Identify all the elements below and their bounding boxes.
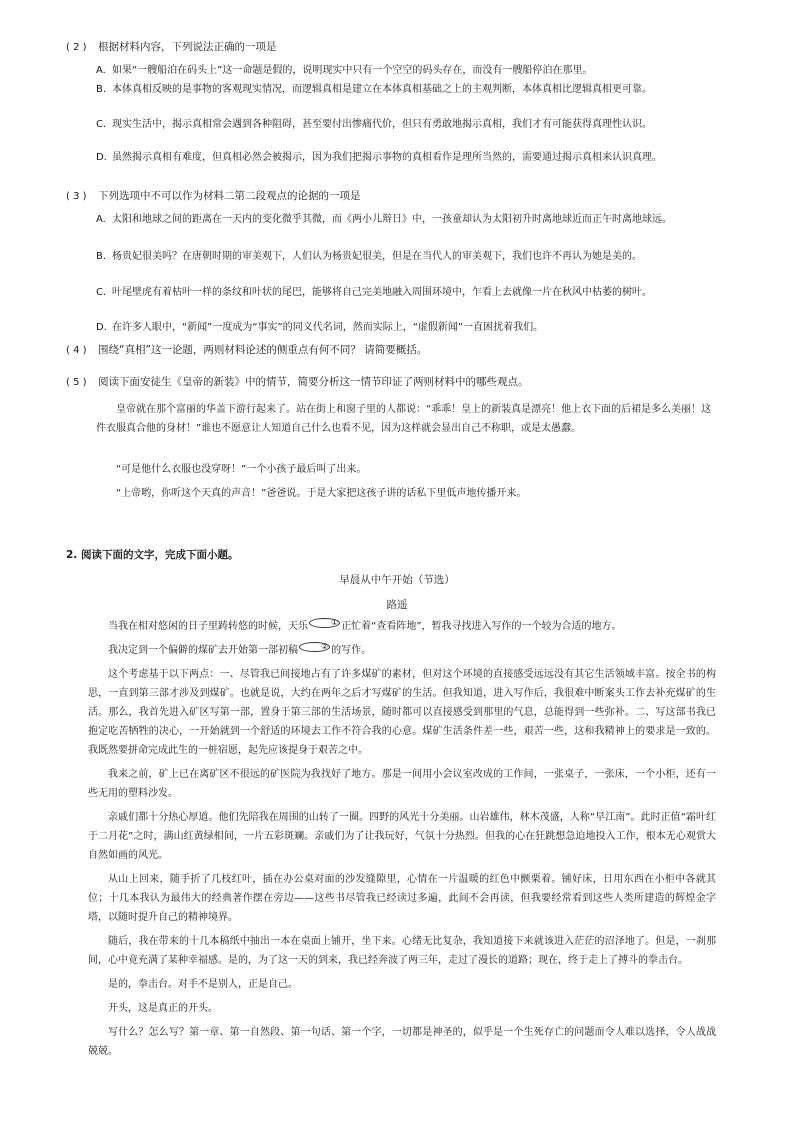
passage-paragraph: 从山上回来，随手折了几枝红叶，插在办公桌对面的沙发缝隙里，心情在一片温暖的红色中颤栗着。铺好床，日用东西在小柜中各就其位；十几本我认为最伟大的经典著作摆在旁边——这些书尽管我已经读过多遍，此间不会再读，但我要经常看到这些人类所建造的辉煌金字塔，以随时提升自己的精神境界。 xyxy=(88,874,716,923)
option-text: 在许多人眼中，“新闻”一度成为“事实”的同义代名词，然而实际上，“虚假新闻”一直困扰着我们。 xyxy=(112,322,544,333)
excerpt-paragraph: “可是他什么衣服也没穿呀！”一个小孩子最后叫了出来。 xyxy=(116,464,367,475)
option-d[interactable] xyxy=(96,320,716,336)
question-number: ( 4 ) xyxy=(66,345,87,356)
option-letter: A. xyxy=(96,214,106,225)
option-letter: D. xyxy=(96,152,107,163)
option-letter: C. xyxy=(96,119,107,130)
passage-paragraph: 随后，我在带来的十几本稿纸中抽出一本在桌面上铺开，坐下来。心绪无比复杂，我知道接下来就该进入茫茫的沼泽地了。但是，一刹那间，心中竟充满了某种幸福感。是的，为了这一天的到来，我已经奔波了两三年，走过了漫长的道路；现在，终于走上了搏斗的拳击台。 xyxy=(88,936,716,966)
question-stem: 根据材料内容，下列说法正确的一项是 xyxy=(98,41,277,53)
option-letter: D. xyxy=(96,322,107,333)
excerpt-paragraph: “上帝哟，你听这个天真的声音！”爸爸说。于是大家把这孩子讲的话私下里低声地传播开来。 xyxy=(116,488,527,499)
question-number: ( 3 ) xyxy=(66,191,87,202)
option-c[interactable] xyxy=(96,285,716,317)
option-d[interactable] xyxy=(96,150,716,182)
passage-paragraph: 是的，拳击台。对手不是别人，正是自己。 xyxy=(108,979,298,990)
text-span: 我决定到一个偏僻的煤矿去开始第一部初稿 xyxy=(108,645,298,656)
text-span: 当我在相对悠闲的日子里踌转悠的时候，天乐 xyxy=(108,621,308,632)
option-b[interactable] xyxy=(96,82,716,114)
option-b[interactable] xyxy=(96,249,716,281)
passage-paragraph: 亲戚们都十分热心厚道。他们先陪我在周围的山转了一圈。四野的风光十分美丽。山岩雄伟，林木茂盛，人称“早江南”。此时正值“霜叶红于二月花”之时，满山红黄绿相间，一片五彩斑斓。亲戚们为了让我玩好，气氛十分热烈。但我的心在狂跳想急迫地投入工作，根本无心观赏大自然如画的风光。 xyxy=(88,812,716,861)
excerpt-paragraph: 皇帝就在那个富丽的华盖下游行起来了。站在街上和窗子里的人都说：“乖乖！皇上的新装真是漂亮！他上衣下面的后裙是多么美丽！这件衣服真合他的身材！”谁也不愿意让人知道自己什么也看不见，因为这样就会显出自己不称职，或是太愚蠢。 xyxy=(96,404,712,434)
option-text: 本体真相反映的是事物的客观现实情况，而逻辑真相是建立在本体真相基础之上的主观判断，本体真相比逻辑真相更可靠。 xyxy=(112,84,652,95)
passage-title: 早晨从中午开始（节选） xyxy=(339,574,455,586)
passage-paragraph xyxy=(88,617,716,636)
question-stem: 下列选项中不可以作为材料二第二段观点的论据的一项是 xyxy=(98,190,361,202)
text-span: 正忙着“查看阵地”，暂我寻找进入写作的一个较为合适的地方。 xyxy=(341,621,622,632)
option-text: 杨贵妃很美吗？在唐朝时期的审美观下，人们认为杨贵妃很美，但是在当代人的审美观下，我们也许不再认为她是美的。 xyxy=(112,251,642,262)
question-stem: 围绕“真相”这一论题，两则材料论述的侧重点有何不同？ 请简要概括。 xyxy=(98,344,428,356)
option-text: 太阳和地球之间的距离在一天内的变化微乎其微，而《两小儿辩日》中，一孩童却认为太阳初升时离地球近而正午时离地球远。 xyxy=(112,214,672,225)
passage-paragraph: 开头，这是真正的开头。 xyxy=(108,1003,218,1014)
option-letter: B. xyxy=(96,251,107,262)
question-2 xyxy=(66,40,726,56)
passage-paragraph: 写什么？怎么写？第一章、第一自然段、第一句话、第一个字，一切都是神圣的，似乎是一个生死存亡的问题而令人难以选择，令人战战兢兢。 xyxy=(88,1027,716,1057)
question-3 xyxy=(66,189,726,205)
section-heading: 2. 阅读下面的文字，完成下面小题。 xyxy=(66,549,239,561)
passage-paragraph xyxy=(88,641,716,660)
footnote-marker[interactable]: ① xyxy=(309,618,340,628)
option-c[interactable] xyxy=(96,117,716,149)
question-5 xyxy=(66,375,726,391)
option-letter: B. xyxy=(96,84,107,95)
text-span: 的写作。 xyxy=(331,645,372,656)
question-number: ( 5 ) xyxy=(66,377,87,388)
question-4 xyxy=(66,343,726,359)
footnote-marker[interactable]: ② xyxy=(299,642,330,652)
option-text: 如果“一艘船泊在码头上”这一命题是假的，说明现实中只有一个空空的码头存在，而没有一艘船停泊在那里。 xyxy=(112,65,593,76)
option-a[interactable] xyxy=(96,212,716,244)
option-text: 虽然揭示真相有难度，但真相必然会被揭示，因为我们把揭示事物的真相看作是理所当然的，需要通过揭示真相来认识真理。 xyxy=(112,152,662,163)
passage-author: 路遥 xyxy=(386,599,408,611)
option-letter: A. xyxy=(96,65,106,76)
question-number: ( 2 ) xyxy=(66,42,87,53)
option-letter: C. xyxy=(96,287,107,298)
option-text: 叶尾壁虎有着枯叶一样的条纹和叶状的尾巴，能够将自己完美地融入周围环境中，乍看上去就像一片在秋风中枯萎的树叶。 xyxy=(112,287,652,298)
option-a[interactable] xyxy=(96,63,716,79)
passage-paragraph: 我来之前，矿上已在离矿区不很远的矿医院为我找好了地方。那是一间用小会议室改成的工作间，一张桌子，一张床，一个小柜，还有一些无用的塑料沙发。 xyxy=(88,769,716,799)
question-stem: 阅读下面安徒生《皇帝的新装》中的情节，简要分析这一情节印证了两则材料中的哪些观点。 xyxy=(98,376,529,388)
passage-paragraph: 这个考虑基于以下两点：一、尽管我已间接地占有了许多煤矿的素材，但对这个环境的直接感受远远没有其它生活领域丰富。按全书的构思，一直到第三部才涉及到煤矿。也就是说，大约在两年之后才写煤矿的生活。但我知道，进入写作后，我很难中断案头工作去补充煤矿的生活。那么，我首先进入矿区写第一部，置身于第三部的生活场景，随时都可以直接感受到那里的气息，总能得到一些弥补。二、写这部书我已抱定吃苦牺牲的决心，一开始就到一个舒适的环境去工作不符合我的心意。煤矿生活条件差一些，艰苦一些，这和我精神上的要求是一致的。我既然要拼命完成此生的一桩宿愿，起先应该提身于艰苦之中。 xyxy=(88,669,716,756)
option-text: 现实生活中，揭示真相常会遇到各种阻碍，甚至要付出惨痛代价，但只有勇敢地揭示真相，我们才有可能获得真理性认识。 xyxy=(112,119,652,130)
